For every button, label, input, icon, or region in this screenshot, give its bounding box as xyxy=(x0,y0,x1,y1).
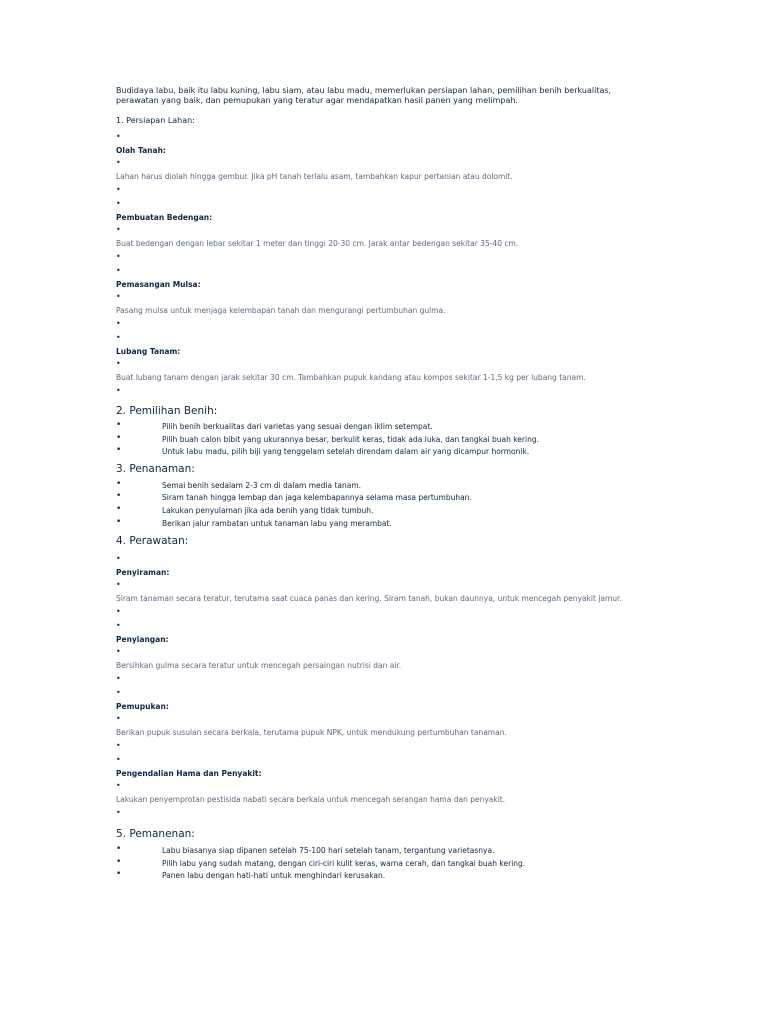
section-5-list xyxy=(116,846,656,884)
section-1-title: 1. Persiapan Lahan: xyxy=(116,116,195,125)
desc-penyiraman: Siram tanaman secara teratur, terutama saat cuaca panas dan kering. Siram tanah, bukan daunnya, untuk mencegah penyakit jamur. xyxy=(116,594,622,604)
list-item: • Lakukan penyulaman jika ada benih yang tidak tumbuh. xyxy=(116,503,374,515)
list-item: • Berikan jalur rambatan untuk tanaman labu yang merambat. xyxy=(116,516,392,528)
section-3-title: 3. Penanaman: xyxy=(116,462,195,475)
bullet: • xyxy=(116,674,121,684)
bullet: • xyxy=(116,386,121,395)
bullet: • xyxy=(116,755,121,765)
document-body xyxy=(116,86,656,884)
bullet: • xyxy=(116,158,121,167)
list-item: • Pilih benih berkualitas dari varietas yang sesuai dengan iklim setempat. xyxy=(116,420,433,431)
desc-pembuatan-bedengan: Buat bedengan dengan lebar sekitar 1 meter dan tinggi 20-30 cm. Jarak antar bedengan sekitar 35-40 cm. xyxy=(116,239,519,248)
bullet: • xyxy=(116,432,122,443)
bullet: • xyxy=(116,225,121,234)
desc-lubang-tanam: Buat lubang tanam dengan jarak sekitar 30 cm. Tambahkan pupuk kandang atau kompos sekitar 1-1,5 kg per lubang tanam. xyxy=(116,373,586,382)
bullet: • xyxy=(116,781,121,791)
bullet: • xyxy=(116,199,121,208)
desc-olah-tanah: Lahan harus diolah hingga gembur. Jika pH tanah terlalu asam, tambahkan kapur pertanian atau dolomit. xyxy=(116,172,513,181)
section-1-list xyxy=(116,132,656,400)
term-pembuatan-bedengan: Pembuatan Bedengan: xyxy=(116,213,213,222)
list-item: • Pilih labu yang sudah matang, dengan ciri-ciri kulit keras, warna cerah, dan tangkai buah kering. xyxy=(116,856,526,868)
term-penyiraman: Penyiraman: xyxy=(116,568,170,578)
bullet: • xyxy=(116,132,121,141)
term-penyiangan: Penyiangan: xyxy=(116,635,169,645)
desc-pemasangan-mulsa: Pasang mulsa untuk menjaga kelembapan tanah dan mengurangi pertumbuhan gulma. xyxy=(116,306,446,315)
bullet: • xyxy=(116,292,121,301)
list-item: • Panen labu dengan hati-hati untuk menghindari kerusakan. xyxy=(116,869,386,881)
list-item: • Semai benih sedalam 2-3 cm di dalam media tanam. xyxy=(116,478,362,490)
section-2-title: 2. Pemilihan Benih: xyxy=(116,405,218,417)
bullet: • xyxy=(116,445,122,456)
bullet: • xyxy=(116,714,121,724)
bullet: • xyxy=(116,580,121,590)
bullet: • xyxy=(116,359,121,368)
bullet: • xyxy=(116,741,121,751)
bullet: • xyxy=(116,856,122,867)
bullet: • xyxy=(116,647,121,657)
bullet: • xyxy=(116,869,122,880)
bullet: • xyxy=(116,252,121,261)
bullet: • xyxy=(116,185,121,194)
section-4-title: 4. Perawatan: xyxy=(116,535,189,548)
desc-pemupukan: Berikan pupuk susulan secara berkala, terutama pupuk NPK, untuk mendukung pertumbuhan tanaman. xyxy=(116,728,507,738)
term-pengendalian-hama: Pengendalian Hama dan Penyakit: xyxy=(116,769,262,779)
section-2-list xyxy=(116,422,656,460)
list-item: • Siram tanah hingga lembap dan jaga kelembapannya selama masa pertumbuhan. xyxy=(116,491,472,503)
bullet: • xyxy=(116,844,122,855)
list-item: • Untuk labu madu, pilih biji yang tenggelam setelah direndam dalam air yang dicampur hormonik. xyxy=(116,445,530,457)
section-5-title: 5. Pemanenan: xyxy=(116,828,195,841)
bullet: • xyxy=(116,688,121,698)
list-item: • Pilih buah calon bibit yang ukurannya besar, berkulit keras, tidak ada luka, dan tangkai buah kering. xyxy=(116,432,539,444)
bullet: • xyxy=(116,266,121,275)
term-pemasangan-mulsa: Pemasangan Mulsa: xyxy=(116,280,201,289)
bullet: • xyxy=(116,319,121,328)
bullet: • xyxy=(116,554,121,564)
bullet: • xyxy=(116,607,121,617)
term-pemupukan: Pemupukan: xyxy=(116,702,169,712)
bullet: • xyxy=(116,621,121,631)
bullet: • xyxy=(116,420,122,430)
bullet: • xyxy=(116,808,121,818)
desc-penyiangan: Bersihkan gulma secara teratur untuk mencegah persaingan nutrisi dan air. xyxy=(116,661,402,671)
list-item: • Labu biasanya siap dipanen setelah 75-100 hari setelah tanam, tergantung varietasnya. xyxy=(116,844,495,856)
term-lubang-tanam: Lubang Tanam: xyxy=(116,347,181,356)
section-4-list xyxy=(116,554,656,822)
bullet: • xyxy=(116,333,121,342)
section-3-list xyxy=(116,478,656,531)
term-olah-tanah: Olah Tanah: xyxy=(116,146,166,155)
desc-pengendalian-hama: Lakukan penyemprotan pestisida nabati secara berkala untuk mencegah serangan hama dan penyakit. xyxy=(116,795,506,805)
intro-paragraph: Budidaya labu, baik itu labu kuning, labu siam, atau labu madu, memerlukan persiapan lahan, pemilihan benih berkualitas, perawatan yang baik, dan pemupukan yang teratur agar mendapatkan hasil panen yang melimpah. xyxy=(116,86,612,105)
bullet: • xyxy=(116,503,122,514)
bullet: • xyxy=(116,516,122,527)
bullet: • xyxy=(116,491,122,502)
bullet: • xyxy=(116,478,122,489)
